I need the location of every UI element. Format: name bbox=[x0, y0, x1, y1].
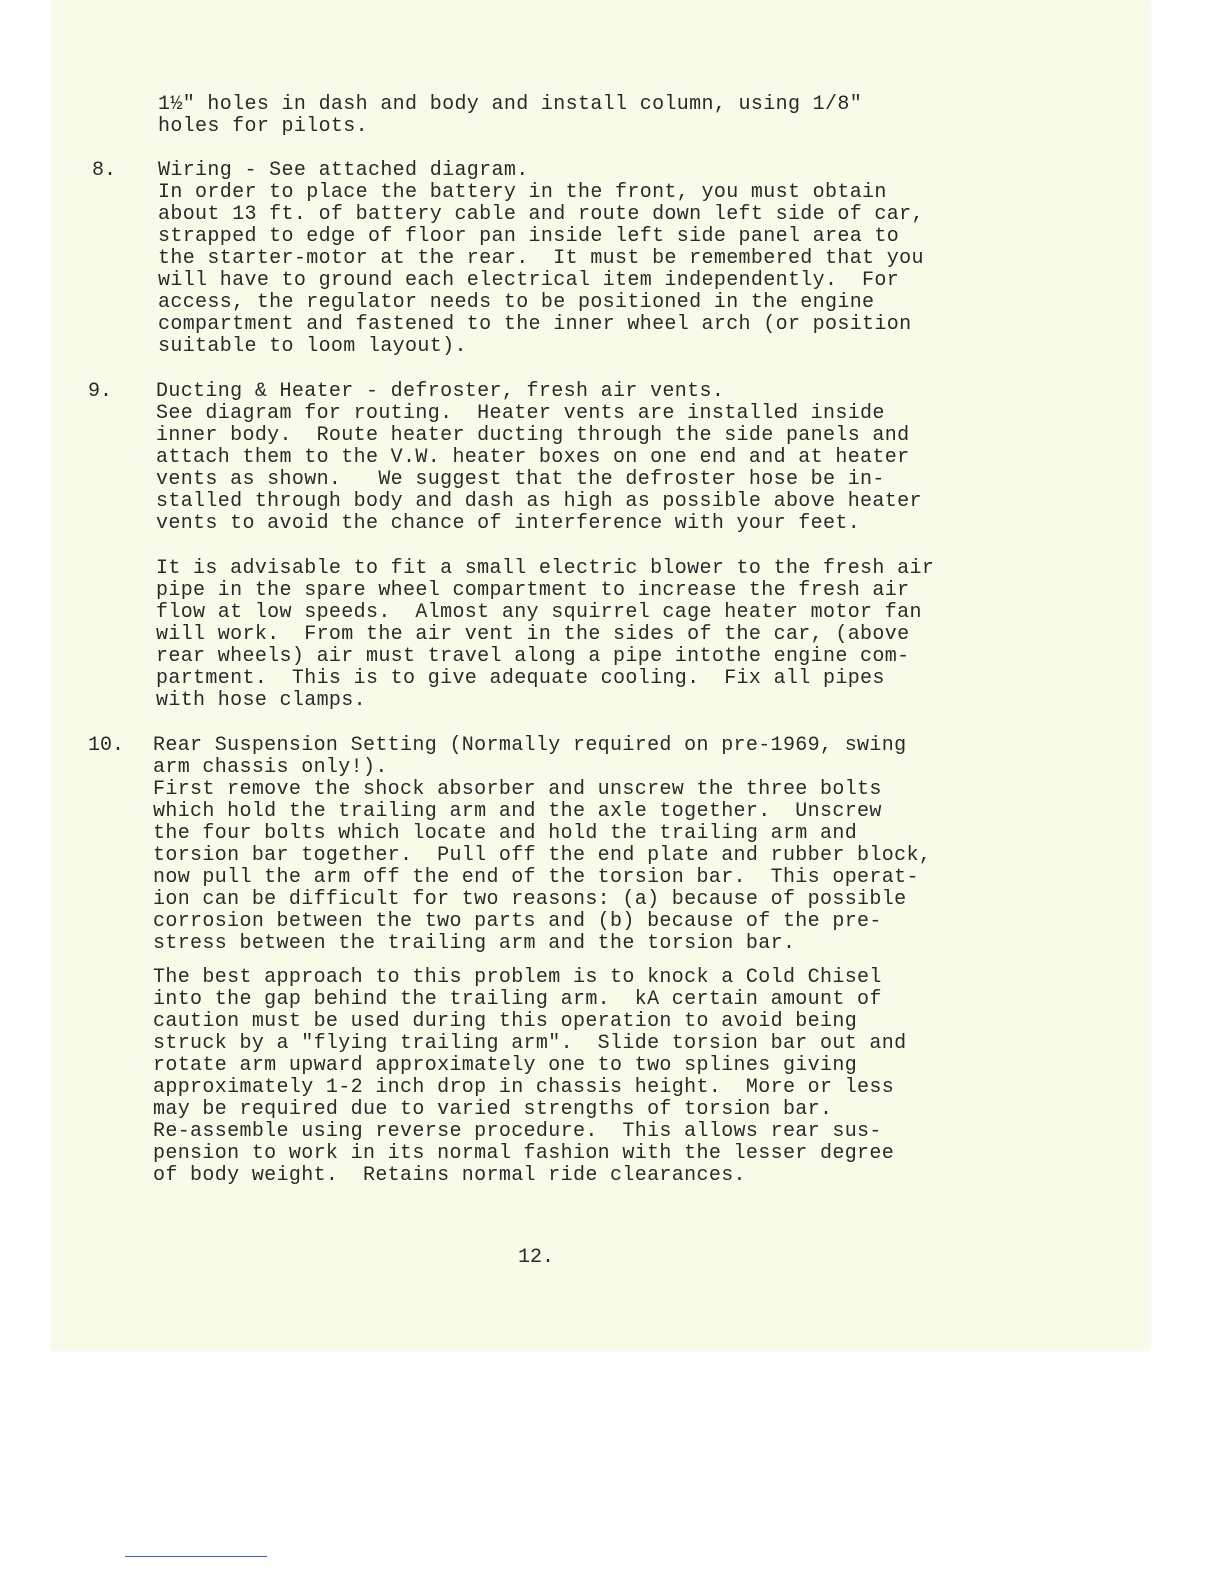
section-10-paragraph-2 bbox=[153, 967, 906, 1187]
section-10-para2-line: may be required due to varied strengths of torsion bar. bbox=[153, 1098, 833, 1121]
section-10-para2-line: caution must be used during this operation to avoid being bbox=[153, 1010, 858, 1033]
intro-line: holes for pilots. bbox=[158, 115, 368, 138]
section-10-para2-line: rotate arm upward approximately one to two splines giving bbox=[153, 1054, 858, 1077]
section-10-line: now pull the arm off the end of the torsion bar. This operat- bbox=[153, 866, 919, 889]
section-8-line: about 13 ft. of battery cable and route down left side of car, bbox=[158, 203, 924, 226]
section-8-line: strapped to edge of floor pan inside left side panel area to bbox=[158, 225, 900, 248]
section-8-line: the starter-motor at the rear. It must be remembered that you bbox=[158, 247, 924, 270]
intro-line: 1½" holes in dash and body and install column, using 1/8" bbox=[158, 93, 863, 116]
section-8-line: suitable to loom layout). bbox=[158, 335, 467, 358]
section-10-para2-line: approximately 1-2 inch drop in chassis height. More or less bbox=[153, 1076, 895, 1099]
page-number: 12. bbox=[518, 1246, 555, 1269]
section-9-para2-line: rear wheels) air must travel along a pipe intothe engine com- bbox=[156, 645, 910, 668]
section-8-line: will have to ground each electrical item independently. For bbox=[158, 269, 900, 292]
section-10-line: which hold the trailing arm and the axle together. Unscrew bbox=[153, 800, 882, 823]
section-10-number: 10. bbox=[88, 734, 125, 757]
section-8-line: compartment and fastened to the inner wheel arch (or position bbox=[158, 313, 912, 336]
section-10-para2-line: pension to work in its normal fashion with the lesser degree bbox=[153, 1142, 895, 1165]
section-9-para2-line: It is advisable to fit a small electric blower to the fresh air bbox=[156, 557, 935, 580]
section-10-line: First remove the shock absorber and unscrew the three bolts bbox=[153, 778, 882, 801]
section-8-line: Wiring - See attached diagram. bbox=[158, 159, 529, 182]
section-10-line: the four bolts which locate and hold the trailing arm and bbox=[153, 822, 858, 845]
section-9-para2-line: with hose clamps. bbox=[156, 689, 366, 712]
intro-text bbox=[158, 94, 862, 138]
section-8-line: In order to place the battery in the front, you must obtain bbox=[158, 181, 887, 204]
section-8-number: 8. bbox=[92, 159, 117, 182]
section-10-line: stress between the trailing arm and the torsion bar. bbox=[153, 932, 796, 955]
section-10-line: arm chassis only!). bbox=[153, 756, 388, 779]
section-9-line: stalled through body and dash as high as possible above heater bbox=[156, 490, 922, 513]
section-10-text bbox=[153, 735, 931, 955]
divider-line bbox=[125, 1556, 267, 1557]
section-10-para2-line: The best approach to this problem is to knock a Cold Chisel bbox=[153, 966, 882, 989]
section-9-line: Ducting & Heater - defroster, fresh air vents. bbox=[156, 380, 725, 403]
section-10-line: ion can be difficult for two reasons: (a) because of possible bbox=[153, 888, 907, 911]
section-8-line: access, the regulator needs to be positioned in the engine bbox=[158, 291, 875, 314]
section-9-number: 9. bbox=[88, 380, 113, 403]
section-9-para2-line: pipe in the spare wheel compartment to increase the fresh air bbox=[156, 579, 910, 602]
section-9-para2-line: partment. This is to give adequate cooling. Fix all pipes bbox=[156, 667, 885, 690]
section-9-para2-line: flow at low speeds. Almost any squirrel cage heater motor fan bbox=[156, 601, 922, 624]
section-8-text bbox=[158, 160, 924, 358]
section-10-line: Rear Suspension Setting (Normally required on pre-1969, swing bbox=[153, 734, 907, 757]
section-9-line: attach them to the V.W. heater boxes on one end and at heater bbox=[156, 446, 910, 469]
section-10-para2-line: of body weight. Retains normal ride clearances. bbox=[153, 1164, 746, 1187]
section-9-paragraph-2 bbox=[156, 558, 934, 712]
section-10-line: torsion bar together. Pull off the end plate and rubber block, bbox=[153, 844, 932, 867]
section-9-para2-line: will work. From the air vent in the sides of the car, (above bbox=[156, 623, 910, 646]
section-9-text bbox=[156, 381, 922, 535]
section-10-para2-line: into the gap behind the trailing arm. kA certain amount of bbox=[153, 988, 882, 1011]
section-9-line: See diagram for routing. Heater vents are installed inside bbox=[156, 402, 885, 425]
section-10-line: corrosion between the two parts and (b) because of the pre- bbox=[153, 910, 882, 933]
section-9-line: vents to avoid the chance of interference with your feet. bbox=[156, 512, 861, 535]
section-9-line: inner body. Route heater ducting through the side panels and bbox=[156, 424, 910, 447]
section-10-para2-line: struck by a "flying trailing arm". Slide torsion bar out and bbox=[153, 1032, 907, 1055]
section-10-para2-line: Re-assemble using reverse procedure. This allows rear sus- bbox=[153, 1120, 882, 1143]
section-9-line: vents as shown. We suggest that the defroster hose be in- bbox=[156, 468, 885, 491]
